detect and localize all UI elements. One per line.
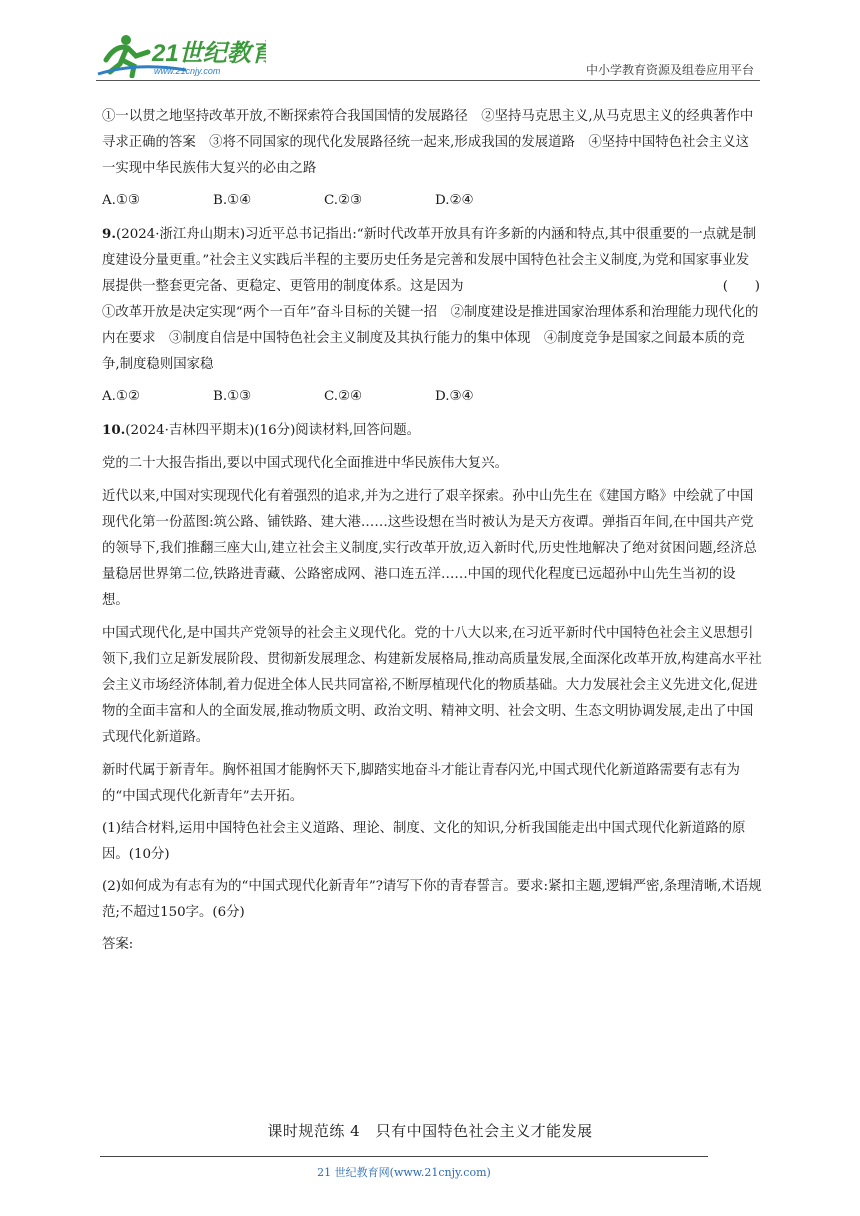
q9-choice-a: A.①② xyxy=(102,389,140,404)
q8-choices xyxy=(102,188,762,214)
q9-choices xyxy=(102,384,762,410)
answer-label: 答案: xyxy=(102,937,134,952)
q9-answer-paren: ( ) xyxy=(722,279,760,294)
q10-number: 10. xyxy=(102,422,126,438)
document-body xyxy=(102,104,762,958)
runner-logo-icon xyxy=(96,30,266,78)
q9-number: 9. xyxy=(102,226,116,242)
footer-link[interactable]: 21 世纪教育网(www.21cnjy.com) xyxy=(317,1166,491,1179)
q10-subquestion-2: (2)如何成为有志有为的“中国式现代化新青年”?请写下你的青春誓言。要求:紧扣主题,逻辑严密,条理清晰,术语规范;不超过150字。(6分) xyxy=(102,879,762,920)
question-9 xyxy=(102,221,762,300)
page-header xyxy=(96,30,760,80)
q10-paragraph-1: 党的二十大报告指出,要以中国式现代化全面推进中华民族伟大复兴。 xyxy=(102,456,508,471)
site-logo xyxy=(96,30,266,78)
q10-stem: (2024·吉林四平期末)(16分)阅读材料,回答问题。 xyxy=(125,423,421,438)
q9-stem: (2024·浙江舟山期末)习近平总书记指出:“新时代改革开放具有许多新的内涵和特点,其中很重要的一点就是制度建设分量更重。”社会主义实践后半程的主要历史任务是完善和发展中国特色社会主义制度,为党和国家事业发展提供一整套更完备、更稳定、更管用的制度体系。这是因为 xyxy=(102,227,757,294)
q9-choice-d: D.③④ xyxy=(435,389,474,404)
q10-paragraph-2: 近代以来,中国对实现现代化有着强烈的追求,并为之进行了艰辛探索。孙中山先生在《建国方略》中绘就了中国现代化第一份蓝图:筑公路、铺铁路、建大港……这些设想在当时被认为是天方夜谭。弹指百年间,在中国共产党的领导下,我们推翻三座大山,建立社会主义制度,实行改革开放,迈入新时代,历史性地解决了绝对贫困问题,经济总量稳居世界第二位,铁路进青藏、公路密成网、港口连五洋……中国的现代化程度已远超孙中山先生当初的设想。 xyxy=(102,489,757,608)
footer-divider xyxy=(100,1156,708,1157)
q10-paragraph-3: 中国式现代化,是中国共产党领导的社会主义现代化。党的十八大以来,在习近平新时代中国特色社会主义思想引领下,我们立足新发展阶段、贯彻新发展理念、构建新发展格局,推动高质量发展,全面深化改革开放,构建高水平社会主义市场经济体制,着力促进全体人民共同富裕,不断厚植现代化的物质基础。大力发展社会主义先进文化,促进物的全面丰富和人的全面发展,推动物质文明、政治文明、精神文明、社会文明、生态文明协调发展,走出了中国式现代化新道路。 xyxy=(102,626,762,745)
q10-paragraph-4: 新时代属于新青年。胸怀祖国才能胸怀天下,脚踏实地奋斗才能让青春闪光,中国式现代化新道路需要有志有为的“中国式现代化新青年”去开拓。 xyxy=(102,763,740,804)
q8-choice-a: A.①③ xyxy=(102,193,140,208)
lesson-title: 课时规范练 4 只有中国特色社会主义才能发展 xyxy=(267,1122,593,1140)
svg-text:21世纪教育: 21世纪教育 xyxy=(152,40,266,67)
q8-choice-b: B.①④ xyxy=(213,193,252,208)
q9-choice-c: C.②④ xyxy=(324,389,363,404)
q9-options: ①改革开放是决定实现“两个一百年”奋斗目标的关键一招 ②制度建设是推进国家治理体系和治理能力现代化的内在要求 ③制度自信是中国特色社会主义制度及其执行能力的集中体现 ④制度竞争是国家之间最本质的竞争,制度稳则国家稳 xyxy=(102,305,759,372)
q8-choice-d: D.②④ xyxy=(435,193,474,208)
platform-label: 中小学教育资源及组卷应用平台 xyxy=(585,63,754,77)
svg-text:www.21cnjy.com: www.21cnjy.com xyxy=(154,66,221,76)
q8-choice-c: C.②③ xyxy=(324,193,363,208)
header-divider xyxy=(96,80,760,81)
q8-options: ①一以贯之地坚持改革开放,不断探索符合我国国情的发展路径 ②坚持马克思主义,从马克思主义的经典著作中寻求正确的答案 ③将不同国家的现代化发展路径统一起来,形成我国的发展道路 ④坚持中国特色社会主义这一实现中华民族伟大复兴的必由之路 xyxy=(102,109,754,176)
q9-choice-b: B.①③ xyxy=(213,389,252,404)
question-10 xyxy=(102,417,762,444)
q10-subquestion-1: (1)结合材料,运用中国特色社会主义道路、理论、制度、文化的知识,分析我国能走出中国式现代化新道路的原因。(10分) xyxy=(102,821,746,862)
